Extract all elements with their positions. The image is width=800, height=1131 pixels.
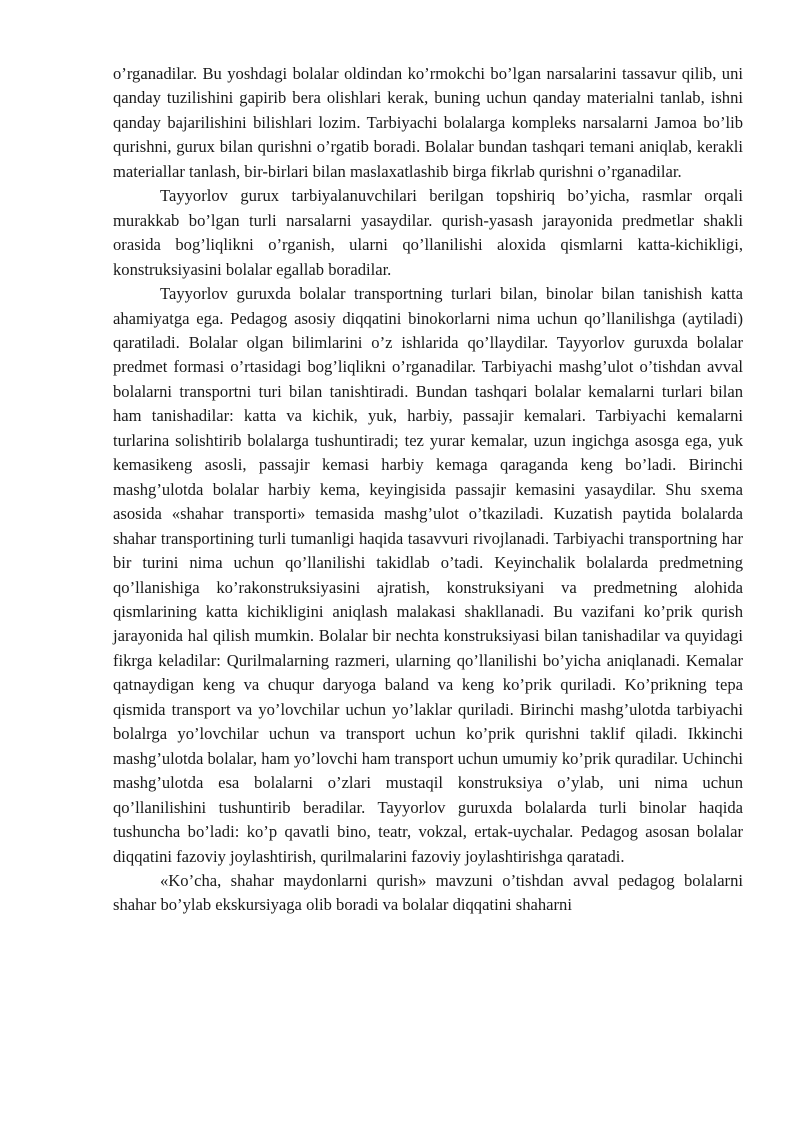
document-page (113, 62, 743, 918)
paragraph-preparatory-group: Tayyorlov gurux tarbiyalanuvchilari berilgan topshiriq bo’yicha, rasmlar orqali murakkab bo’lgan turli narsalarni yasaydilar. qurish-yasash jarayonida predmetlar shakli orasida bog’liqlikni o’rganish, ularni qo’llanilishi aloxida qismlarni katta-kichikligi, konstruksiyasini bolalar egallab boradilar. (113, 186, 743, 279)
paragraph-continuation: o’rganadilar. Bu yoshdagi bolalar oldindan ko’rmokchi bo’lgan narsalarini tassavur qilib, uni qanday tuzilishini gapirib bera olishlari kerak, buning uchun qanday materialni tanlab, ishni qanday bajarilishini bilishlari lozim. Tarbiyachi bolalarga kompleks narsalarni Jamoa bo’lib qurishni, gurux bilan qurishni o’rgatib boradi. Bolalar bundan tashqari temani aniqlab, kerakli materiallar tanlash, bir-birlari bilan maslaxatlashib birga fikrlab qurishni o’rganadilar. (113, 64, 743, 181)
paragraph-street-construction: «Ko’cha, shahar maydonlarni qurish» mavzuni o’tishdan avval pedagog bolalarni shahar bo’ylab ekskursiyaga olib boradi va bolalar diqqatini shaharni (113, 870, 743, 915)
paragraph-transport-and-buildings: Tayyorlov guruxda bolalar transportning turlari bilan, binolar bilan tanishish katta ahamiyatga ega. Pedagog asosiy diqqatini binokorlarni nima uchun qo’llanilishga (aytiladi) qaratiladi. Bolalar olgan bilimlarini o’z ishlarida qo’llaydilar. Tayyorlov guruxda bolalar predmet formasi o’rtasidagi bog’liqlikni o’rganadilar. Tarbiyachi mashg’ulot o’tishdan avval bolalarni transportni turi bilan tanishtiradi. Bundan tashqari bolalar kemalarni turlari bilan ham tanishadilar: katta va kichik, yuk, harbiy, passajir kemalari. Tarbiyachi kemalarni turlarina solishtirib bolalarga tushuntiradi; tez yurar kemalar, uzun ingichga asosga ega, yuk kemasikeng asosli, passajir kemasi harbiy kemaga qaraganda keng bo’ladi. Birinchi mashg’ulotda bolalar harbiy kema, keyingisida passajir kemasini yasaydilar. Shu sxema asosida «shahar transporti» temasida mashg’ulot o’tkaziladi. Kuzatish paytida bolalarda shahar transportining turli tumanligi haqida tasavvuri rivojlanadi. Tarbiyachi transportning har bir turini nima uchun qo’llanilishi takidlab o’tadi. Keyinchalik bolalarda predmetning qo’llanishiga ko’rakonstruksiyasini ajratish, konstruksiyani va predmetning alohida qismlarining katta kichikligini aniqlash malakasi shakllanadi. Bu vazifani ko’prik qurish jarayonida hal qilish mumkin. Bolalar bir nechta konstruksiyasi bilan tanishadilar va quyidagi fikrga keladilar: Qurilmalarning razmeri, ularning qo’llanilishi bo’yicha aniqlanadi. Kemalar qatnaydigan keng va chuqur daryoga baland va keng ko’prik quriladi. Ko’prikning tepa qismida transport va yo’lovchilar uchun yo’laklar quriladi. Birinchi mashg’ulotda tarbiyachi bolalrga yo’lovchilar uchun va transport uchun ko’prik qurishni taklif qiladi. Ikkinchi mashg’ulotda bolalar, ham yo’lovchi ham transport uchun umumiy ko’prik quradilar. Uchinchi mashg’ulotda esa bolalarni o’zlari mustaqil konstruksiya o’ylab, uni nima uchun qo’llanilishini tushuntirib beradilar. Tayyorlov guruxda bolalarda turli binolar haqida tushuncha bo’ladi: ko’p qavatli bino, teatr, vokzal, ertak-uychalar. Pedagog asosan bolalar diqqatini fazoviy joylashtirish, qurilmalarini fazoviy joylashtirishga qaratadi. (113, 284, 743, 866)
